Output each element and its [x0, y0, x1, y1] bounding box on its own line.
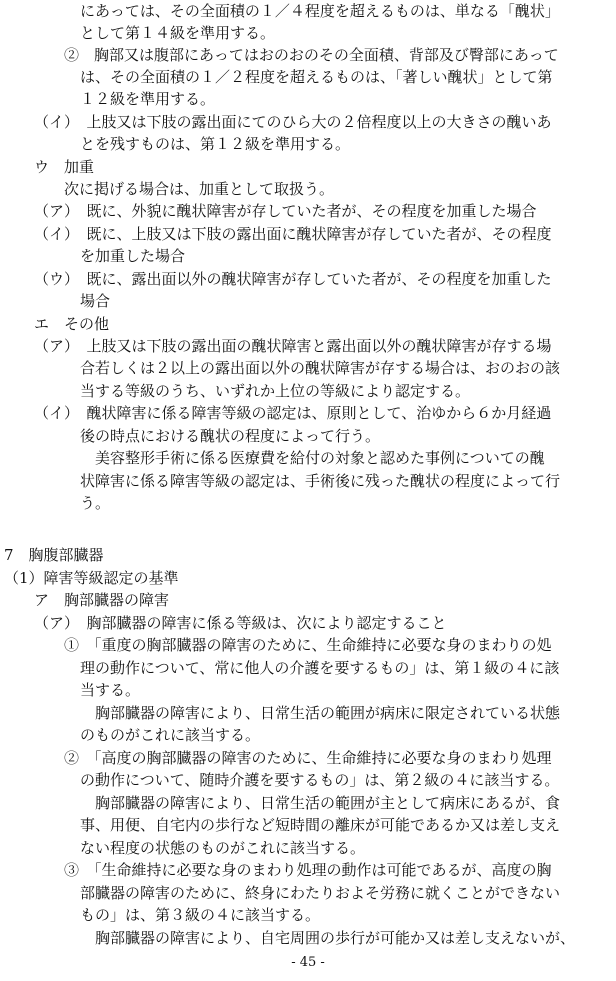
text-line: のものがこれに該当する。	[80, 726, 261, 744]
text-line: 場合	[80, 292, 111, 310]
text-line: （イ） 醜状障害に係る障害等級の認定は、原則として、治ゆから６か月経過	[34, 404, 552, 422]
text-line: 理の動作について、常に他人の介護を要するもの」は、第１級の４に該	[80, 659, 560, 677]
text-line: （ア） 上肢又は下肢の露出面の醜状障害と露出面以外の醜状障害が存する場	[34, 337, 552, 355]
text-line: にあっては、その全面積の１／４程度を超えるものは、単なる「醜状」	[80, 2, 560, 20]
text-line: 状障害に係る障害等級の認定は、手術後に残った醜状の程度によって行	[80, 472, 561, 490]
section-heading: エ その他	[34, 315, 110, 333]
text-line: 合若しくは２以上の露出面以外の醜状障害が存する場合は、おのおの該	[80, 359, 561, 377]
text-line: 胸部臓器の障害により、日常生活の範囲が主として病床にあるが、食	[95, 794, 561, 812]
text-line: （イ） 既に、上肢又は下肢の露出面に醜状障害が存していた者が、その程度	[34, 225, 552, 243]
text-line: 部臓器の障害のために、終身にわたりおよそ労務に就くことができない	[80, 884, 561, 902]
text-line: ② 胸部又は腹部にあってはおのおのその全面積、背部及び臀部にあって	[64, 46, 559, 64]
text-line: 次に掲げる場合は、加重として取扱う。	[64, 180, 335, 198]
text-line: （イ） 上肢又は下肢の露出面にてのひら大の２倍程度以上の大きさの醜いあ	[34, 113, 552, 131]
text-line: を加重した場合	[80, 247, 186, 265]
text-line: １２級を準用する。	[80, 90, 216, 108]
text-line: とを残すものは、第１２級を準用する。	[80, 135, 351, 153]
text-line: 事、用便、自宅内の歩行など短時間の離床が可能であるか又は差し支え	[80, 816, 561, 834]
page-number: - 45 -	[291, 955, 325, 970]
text-line: 胸部臓器の障害により、自宅周囲の歩行が可能か又は差し支えないが、	[95, 929, 576, 947]
text-line: 当する等級のうち、いずれか上位の等級により認定する。	[80, 382, 471, 400]
text-line: う。	[80, 494, 111, 512]
text-line: （ア） 既に、外貌に醜状障害が存していた者が、その程度を加重した場合	[34, 202, 537, 220]
text-line: 美容整形手術に係る医療費を給付の対象と認めた事例についての醜	[95, 449, 545, 467]
text-line: として第１４級を準用する。	[80, 24, 276, 42]
text-line: 胸部臓器の障害により、日常生活の範囲が病床に限定されている状態	[95, 704, 561, 722]
text-line: の動作について、随時介護を要するもの」は、第２級の４に該当する。	[80, 771, 560, 789]
chapter-heading: 7 胸腹部臓器	[4, 546, 104, 564]
text-line: は、その全面積の１／２程度を超えるものは、「著しい醜状」として第	[80, 68, 553, 86]
text-line: ① 「重度の胸部臓器の障害のために、生命維持に必要な身のまわりの処	[64, 636, 552, 654]
text-line: 後の時点における醜状の程度によって行う。	[80, 427, 381, 445]
text-line: ない程度の状態のものがこれに該当する。	[80, 839, 366, 857]
text-line: （ア） 胸部臓器の障害に係る等級は、次により認定すること	[34, 614, 447, 632]
subsection-heading: （1）障害等級認定の基準	[4, 569, 179, 587]
text-line: 当する。	[80, 681, 141, 699]
section-heading: ウ 加重	[34, 158, 95, 176]
text-line: もの」は、第３級の４に該当する。	[80, 906, 321, 924]
text-line: ② 「高度の胸部臓器の障害のために、生命維持に必要な身のまわり処理	[64, 749, 552, 767]
text-line: ③ 「生命維持に必要な身のまわり処理の動作は可能であるが、高度の胸	[64, 861, 552, 879]
section-heading: ア 胸部臓器の障害	[34, 591, 170, 609]
text-line: （ウ） 既に、露出面以外の醜状障害が存していた者が、その程度を加重した	[34, 270, 552, 288]
